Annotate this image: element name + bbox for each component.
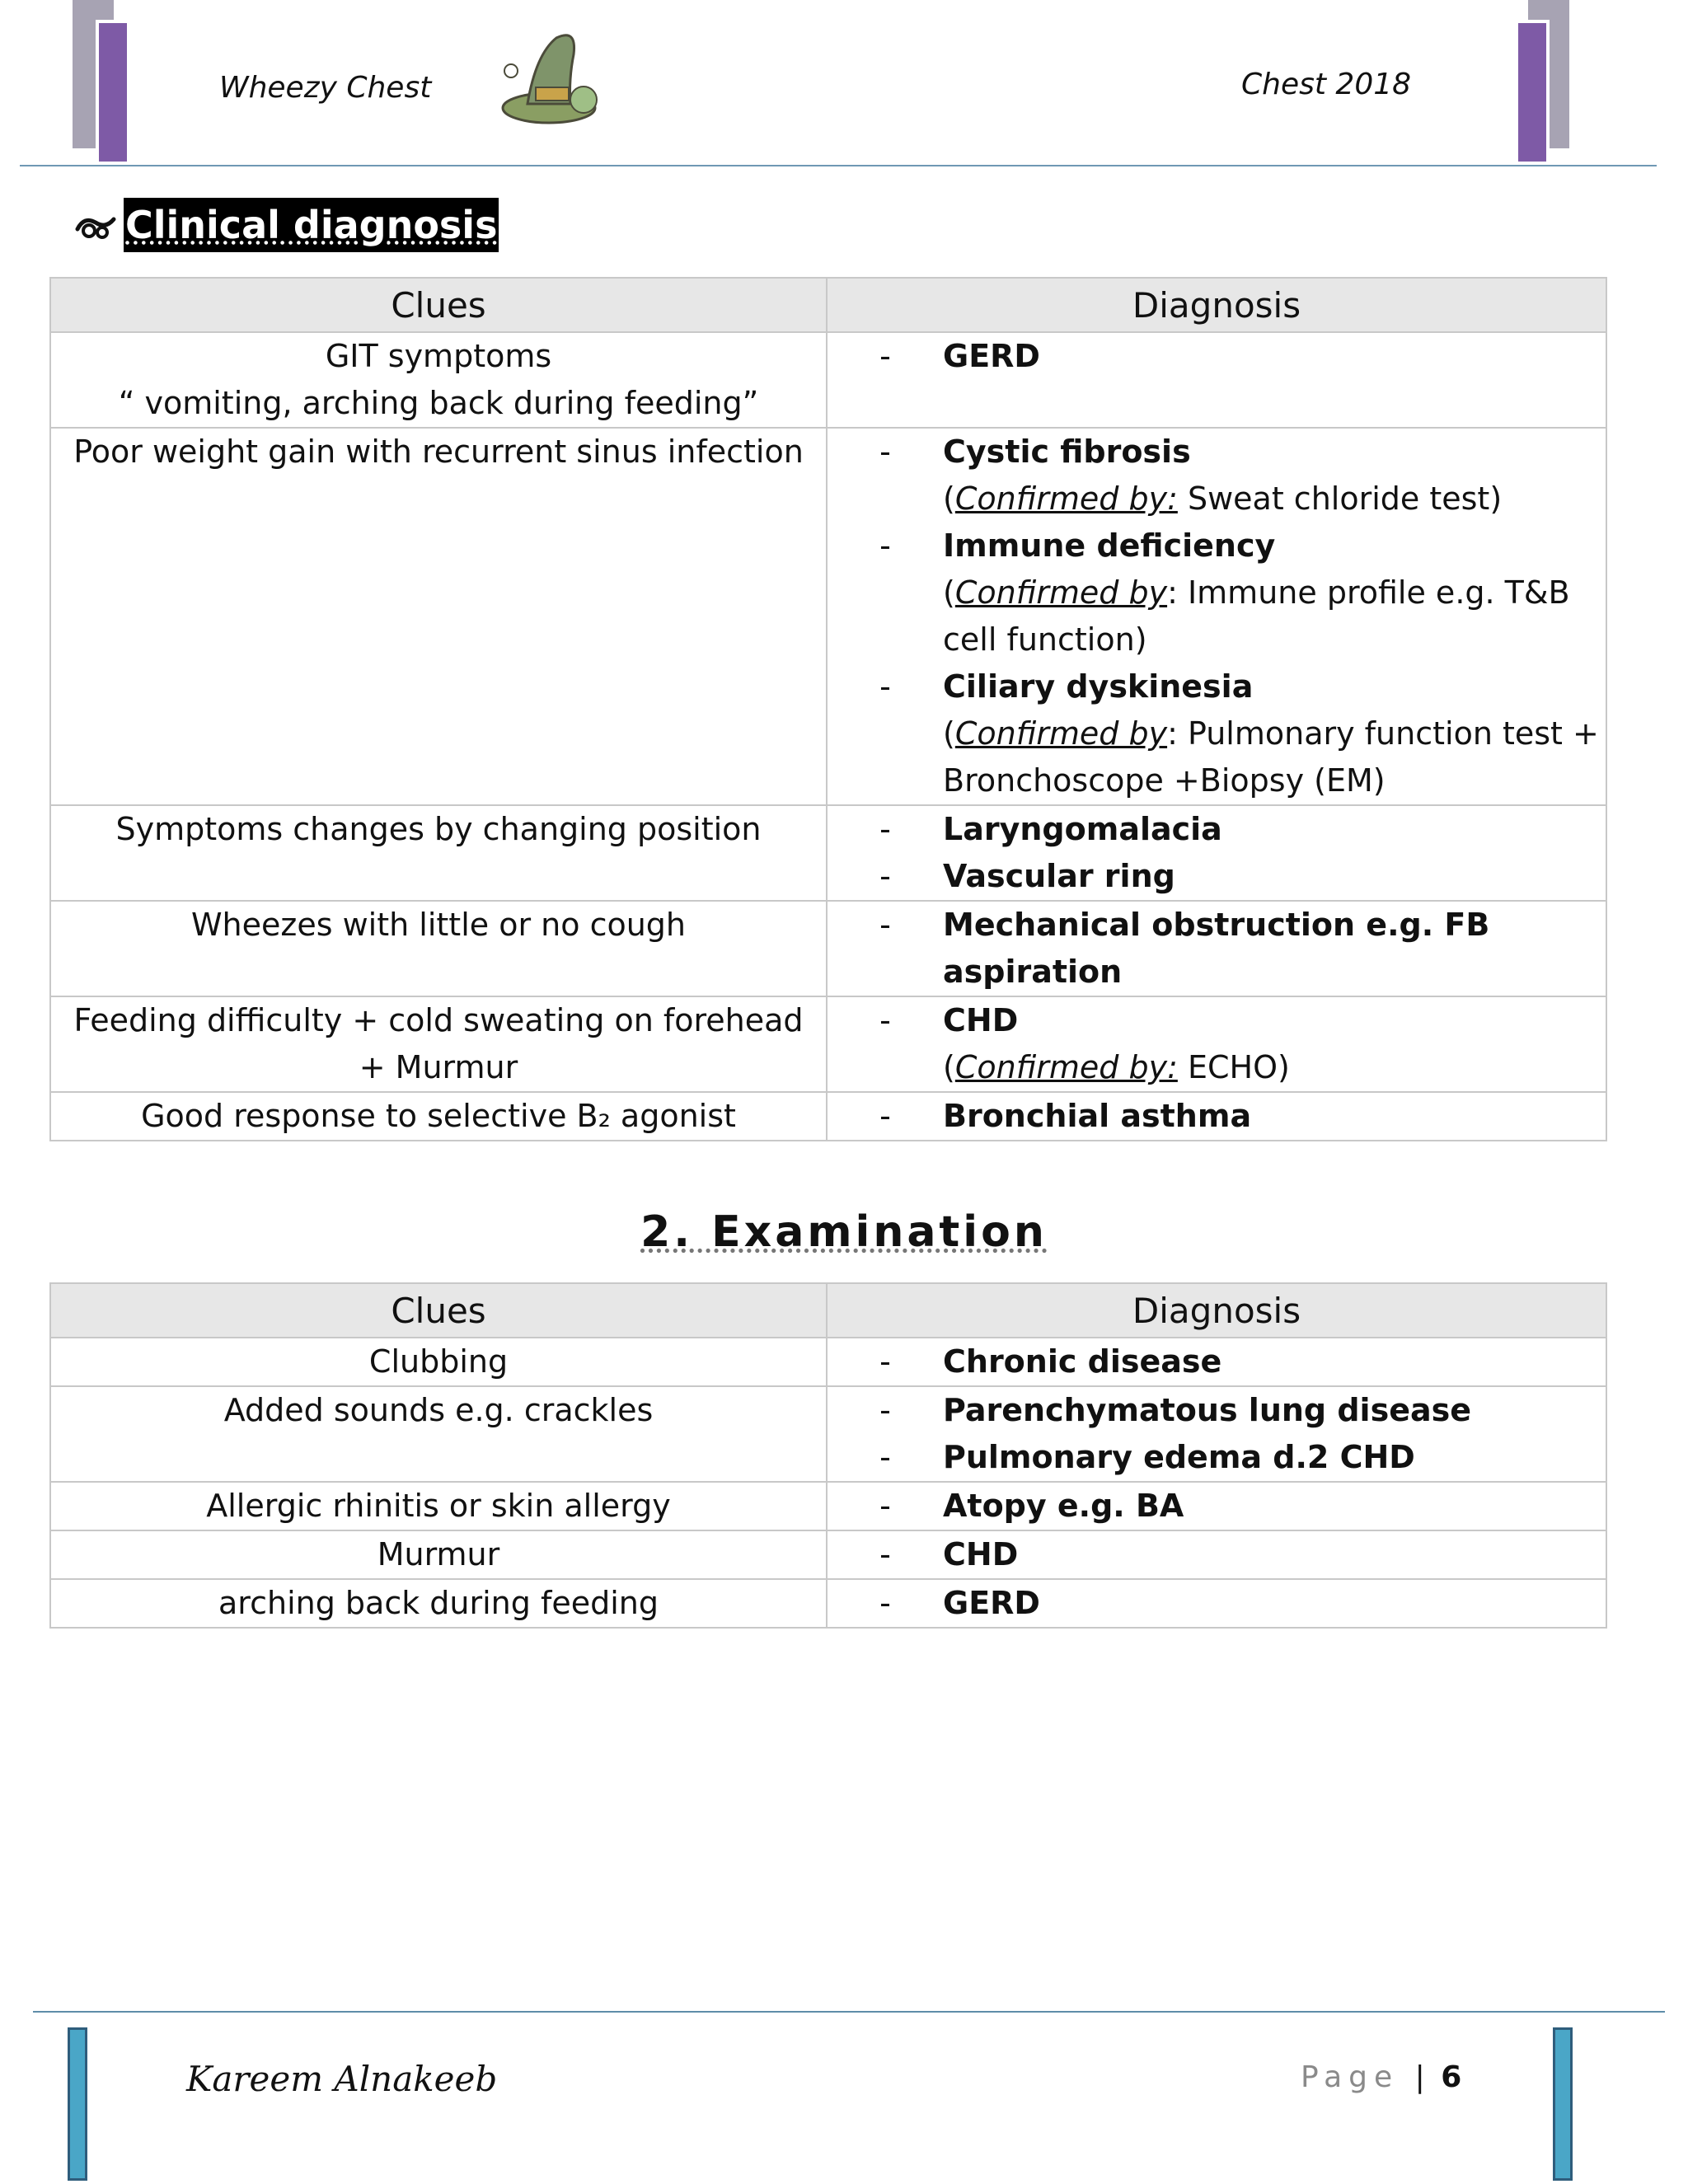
diagnosis-text (943, 1387, 1606, 1434)
diagnosis-text (943, 902, 1606, 996)
clue-line: “ vomiting, arching back during feeding” (118, 385, 759, 421)
diagnosis-name: Ciliary dyskinesia (943, 668, 1254, 705)
table-row (50, 996, 1606, 1092)
confirmation-line (943, 476, 1606, 523)
diagnosis-name: Laryngomalacia (943, 811, 1222, 847)
column-header-clues: Clues (50, 278, 827, 332)
diagnosis-name: Mechanical obstruction e.g. FB aspiration (943, 907, 1490, 990)
diagnosis-name: GERD (943, 1585, 1040, 1621)
examination-table (49, 1282, 1607, 1629)
clue-line: Poor weight gain with recurrent sinus infection (73, 434, 804, 470)
diagnosis-text (943, 1580, 1606, 1627)
confirmed-by-label: Confirmed by (954, 715, 1168, 752)
confirmation-line (943, 569, 1606, 663)
diagnosis-name: Vascular ring (943, 858, 1175, 894)
header-divider (20, 165, 1657, 166)
table-row (50, 1579, 1606, 1628)
ornament-icon (73, 204, 119, 246)
diagnosis-item (828, 1483, 1606, 1530)
diagnosis-cell (827, 996, 1606, 1092)
confirmation-test: : Pulmonary function test + Bronchoscope +Biopsy (EM) (943, 715, 1599, 799)
table-row (50, 1482, 1606, 1530)
diagnosis-cell (827, 1386, 1606, 1482)
diagnosis-name: Cystic fibrosis (943, 434, 1191, 470)
diagnosis-item (828, 429, 1606, 523)
confirmation-test: Sweat chloride test) (1177, 480, 1503, 517)
open-paren: ( (943, 574, 955, 611)
diagnosis-cell (827, 1092, 1606, 1141)
column-header-clues: Clues (50, 1283, 827, 1338)
diagnosis-cell (827, 1482, 1606, 1530)
diagnosis-item (828, 663, 1606, 804)
dash-bullet: - (879, 1536, 891, 1572)
page-label: Page (1301, 2060, 1400, 2094)
diagnosis-item (828, 523, 1606, 663)
diagnosis-text (943, 1434, 1606, 1481)
footer-divider (33, 2011, 1665, 2013)
examination-title-text: 2. Examination (640, 1207, 1048, 1257)
diagnosis-item (828, 333, 1606, 380)
column-header-diagnosis: Diagnosis (827, 278, 1606, 332)
diagnosis-item (828, 1580, 1606, 1627)
diagnosis-name: GERD (943, 338, 1040, 374)
diagnosis-item (828, 853, 1606, 900)
clue-cell: Clubbing (50, 1338, 827, 1386)
diagnosis-item (828, 1531, 1606, 1578)
diagnosis-text (943, 333, 1606, 380)
dash-bullet: - (879, 1343, 891, 1380)
table-row (50, 428, 1606, 805)
table-row (50, 1530, 1606, 1579)
section-title-examination (0, 1207, 1688, 1257)
diagnosis-text (943, 663, 1606, 804)
clue-line: Symptoms changes by changing position (115, 811, 762, 847)
footer-decor-right (1553, 2027, 1573, 2181)
diagnosis-text (943, 1093, 1606, 1140)
confirmation-line (943, 1044, 1606, 1091)
column-header-diagnosis: Diagnosis (827, 1283, 1606, 1338)
table-row (50, 332, 1606, 428)
dash-bullet: - (879, 1585, 891, 1621)
header-decor-right-purple (1515, 20, 1550, 165)
page-number: 6 (1441, 2060, 1462, 2094)
table-row (50, 1092, 1606, 1141)
clue-cell: Murmur (50, 1530, 827, 1579)
dash-bullet: - (879, 527, 891, 564)
confirmed-by-label: Confirmed by: (954, 480, 1178, 517)
clue-cell (50, 332, 827, 428)
dash-bullet: - (879, 338, 891, 374)
clue-cell (50, 996, 827, 1092)
open-paren: ( (943, 1049, 955, 1085)
dash-bullet: - (879, 907, 891, 943)
clue-cell (50, 1092, 827, 1141)
table-row (50, 805, 1606, 901)
diagnosis-item (828, 1093, 1606, 1140)
diagnosis-cell (827, 1338, 1606, 1386)
open-paren: ( (943, 480, 955, 517)
clue-cell (50, 805, 827, 901)
diagnosis-cell (827, 428, 1606, 805)
clue-cell: arching back during feeding (50, 1579, 827, 1628)
dash-bullet: - (879, 668, 891, 705)
dash-bullet: - (879, 811, 891, 847)
diagnosis-name: Immune deficiency (943, 527, 1276, 564)
confirmation-test: : Immune profile e.g. T&B cell function) (943, 574, 1570, 658)
clue-cell: Allergic rhinitis or skin allergy (50, 1482, 827, 1530)
table-row (50, 901, 1606, 996)
table-row (50, 1338, 1606, 1386)
diagnosis-text (943, 1531, 1606, 1578)
diagnosis-cell (827, 805, 1606, 901)
clue-cell (50, 428, 827, 805)
witch-hat-icon (495, 21, 603, 137)
diagnosis-item (828, 806, 1606, 853)
dash-bullet: - (879, 434, 891, 470)
clue-line: Wheezes with little or no cough (190, 907, 687, 943)
dash-bullet: - (879, 1488, 891, 1524)
diagnosis-name: Pulmonary edema d.2 CHD (943, 1439, 1415, 1475)
diagnosis-text (943, 523, 1606, 663)
diagnosis-cell (827, 901, 1606, 996)
dash-bullet: - (879, 1439, 891, 1475)
diagnosis-text (943, 1338, 1606, 1385)
header-right-title: Chest 2018 (1241, 68, 1412, 101)
dash-bullet: - (879, 1098, 891, 1134)
diagnosis-text (943, 853, 1606, 900)
clue-line: + Murmur (359, 1049, 518, 1085)
diagnosis-name: Chronic disease (943, 1343, 1222, 1380)
clue-line: GIT symptoms (325, 338, 552, 374)
confirmation-line (943, 710, 1606, 804)
page-number-block (1301, 2060, 1461, 2094)
dash-bullet: - (879, 1002, 891, 1038)
header-left-title: Wheezy Chest (219, 71, 432, 105)
diagnosis-text (943, 806, 1606, 853)
clinical-diagnosis-table (49, 277, 1607, 1141)
section-title-clinical-diagnosis: Clinical diagnosis (124, 198, 499, 252)
diagnosis-text (943, 1483, 1606, 1530)
dash-bullet: - (879, 1392, 891, 1428)
confirmation-test: ECHO) (1177, 1049, 1290, 1085)
open-paren: ( (943, 715, 955, 752)
header-decor-left-purple (96, 20, 130, 165)
diagnosis-name: CHD (943, 1536, 1019, 1572)
diagnosis-text (943, 997, 1606, 1091)
confirmed-by-label: Confirmed by (954, 574, 1168, 611)
diagnosis-item (828, 1387, 1606, 1434)
diagnosis-cell (827, 1579, 1606, 1628)
diagnosis-name: Parenchymatous lung disease (943, 1392, 1472, 1428)
diagnosis-item (828, 902, 1606, 996)
footer-decor-left (68, 2027, 87, 2181)
clue-line: Feeding difficulty + cold sweating on forehead (73, 1002, 804, 1038)
diagnosis-item (828, 1338, 1606, 1385)
page-separator: | (1414, 2060, 1425, 2094)
confirmed-by-label: Confirmed by: (954, 1049, 1178, 1085)
diagnosis-item (828, 1434, 1606, 1481)
diagnosis-cell (827, 1530, 1606, 1579)
clue-cell (50, 901, 827, 996)
diagnosis-name: Atopy e.g. BA (943, 1488, 1184, 1524)
diagnosis-text (943, 429, 1606, 523)
diagnosis-cell (827, 332, 1606, 428)
dash-bullet: - (879, 858, 891, 894)
table-row (50, 1386, 1606, 1482)
author-name: Kareem Alnakeeb (186, 2059, 498, 2099)
diagnosis-name: Bronchial asthma (943, 1098, 1252, 1134)
diagnosis-name: CHD (943, 1002, 1019, 1038)
clue-line: Good response to selective B₂ agonist (141, 1098, 736, 1134)
clue-cell: Added sounds e.g. crackles (50, 1386, 827, 1482)
diagnosis-item (828, 997, 1606, 1091)
